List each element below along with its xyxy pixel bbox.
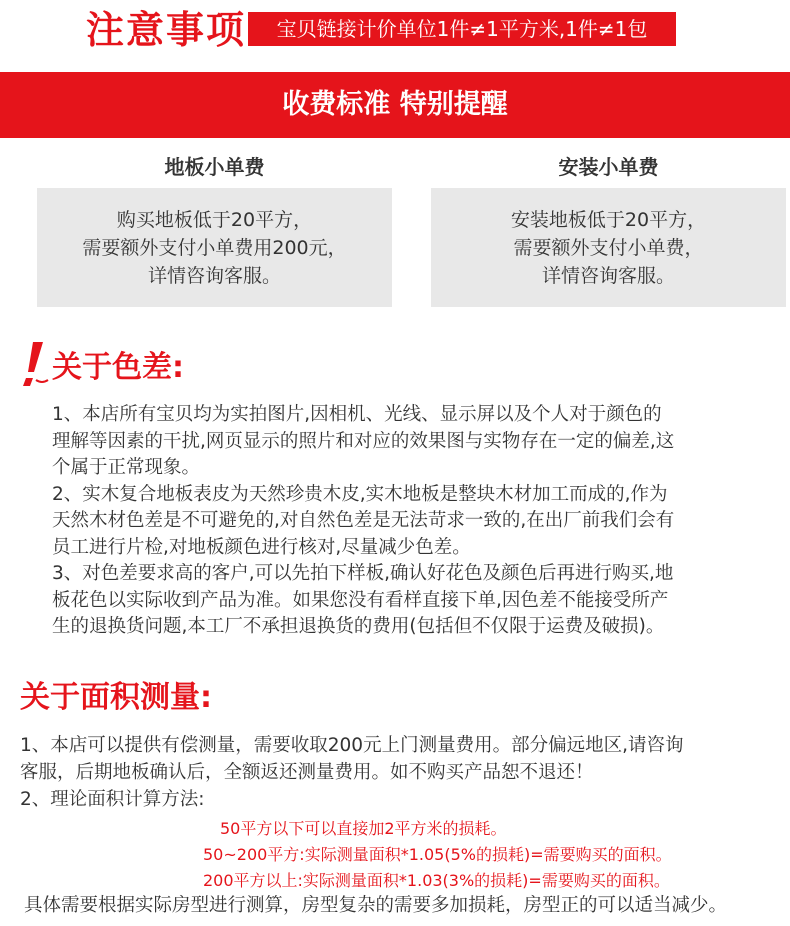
- install-small-order-fee-title: 安装小单费: [558, 155, 659, 179]
- fee-line: 详情咨询客服。: [147, 265, 281, 287]
- body-line: 2、实木复合地板表皮为天然珍贵木皮,实木地板是整块木材加工而成的,作为: [52, 483, 668, 505]
- body-line: 个属于正常现象。: [52, 457, 201, 478]
- body-line: 天然木材色差是不可避免的,对自然色差是无法苛求一致的,在出厂前我们会有: [52, 510, 675, 531]
- body-line: 1、本店所有宝贝均为实拍图片,因相机、光线、显示屏以及个人对于颜色的: [52, 404, 662, 425]
- formula-over-200: 200平方以上:实际测量面积*1.03(3%的损耗)=需要购买的面积。: [203, 871, 670, 890]
- area-measurement-footer: 具体需要根据实际房型进行测算，房型复杂的需要多加损耗，房型正的可以适当减少。: [24, 895, 728, 916]
- body-line: 员工进行片检,对地板颜色进行核对,尽量减少色差。: [52, 536, 471, 558]
- fee-line: 详情咨询客服。: [541, 265, 675, 287]
- fee-line: 安装地板低于20平方，: [510, 209, 707, 231]
- body-line: 3、对色差要求高的客户,可以先拍下样板,确认好花色及颜色后再进行购买,地: [52, 563, 674, 584]
- body-line: 理解等因素的干扰,网页显示的照片和对应的效果图与实物存在一定的偏差,这: [52, 430, 675, 452]
- notice-title: 注意事项: [86, 8, 247, 52]
- body-line: 生的退换货问题,本工厂不承担退换货的费用(包括但不仅限于运费及破损)。: [52, 616, 665, 637]
- color-difference-body: [52, 402, 772, 641]
- fee-line: 需要额外支付小单费用200元，: [82, 237, 347, 259]
- fee-banner-title: 收费标准 特别提醒: [282, 89, 508, 120]
- floor-small-order-fee-box: [37, 188, 392, 307]
- formula-under-50: 50平方以下可以直接加2平方米的损耗。: [220, 819, 507, 838]
- fee-line: 需要额外支付小单费，: [513, 237, 704, 259]
- floor-small-order-fee-title: 地板小单费: [164, 155, 265, 179]
- install-small-order-fee-box: [431, 188, 786, 307]
- pricing-unit-badge: 宝贝链接计价单位1件≠1平方米,1件≠1包: [248, 12, 676, 46]
- exclamation-pin-icon: [20, 340, 50, 390]
- body-line: 2、理论面积计算方法:: [20, 789, 205, 810]
- color-difference-title: 关于色差:: [52, 350, 184, 385]
- fee-banner: [0, 72, 790, 138]
- area-measurement-title: 关于面积测量:: [20, 680, 212, 715]
- body-line: 客服，后期地板确认后，全额返还测量费用。如不购买产品恕不退还！: [20, 762, 594, 783]
- body-line: 1、本店可以提供有偿测量，需要收取200元上门测量费用。部分偏远地区,请咨询: [20, 735, 684, 756]
- body-line: 板花色以实际收到产品为准。如果您没有看样直接下单,因色差不能接受所产: [52, 589, 669, 611]
- formula-50-200: 50~200平方:实际测量面积*1.05(5%的损耗)=需要购买的面积。: [203, 845, 672, 864]
- fee-line: 购买地板低于20平方，: [116, 209, 313, 231]
- area-measurement-body: [20, 732, 780, 813]
